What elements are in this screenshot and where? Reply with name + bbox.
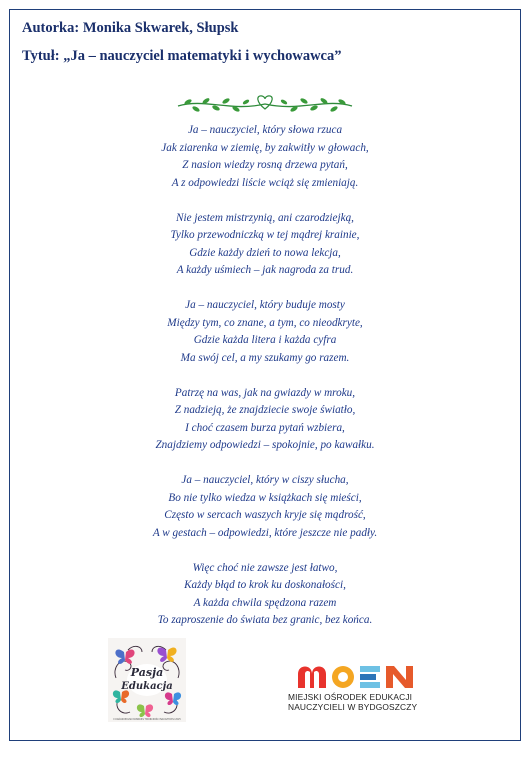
title-line: Tytuł: „Ja – nauczyciel matematyki i wychowawca” [22, 48, 342, 64]
poem-line: Każdy błąd to krok ku doskonałości, [184, 579, 346, 591]
poem-line: Patrzę na was, jak na gwiazdy w mroku, [174, 386, 356, 399]
poem-line: Więc choć nie zawsze jest łatwo, [192, 561, 338, 574]
poem-line: Nie jestem mistrzynią, ani czarodziejką, [176, 211, 354, 224]
poem-line: A w gestach – odpowiedzi, które jeszcze nie padły. [152, 526, 378, 539]
poem-line: A z odpowiedzi liście wciąż się zmieniają. [171, 176, 359, 189]
poem-line: Ma swój cel, a my szukamy go razem. [180, 351, 350, 364]
poem-line: Jak ziarenka w ziemię, by zakwitły w głowach, [161, 141, 369, 154]
moen-caption-line: NAUCZYCIELI W BYDGOSZCZY [288, 702, 418, 712]
vine-heart-icon [170, 88, 360, 118]
poem-line: Ja – nauczyciel, który buduje mosty [185, 299, 345, 311]
pasja-edukacja-logo [108, 638, 186, 722]
poem-line: I choć czasem burza pytań wzbiera, [185, 421, 345, 434]
stanza [10, 385, 520, 455]
poem-line: Ja – nauczyciel, który w ciszy słucha, [181, 474, 349, 486]
stanza [10, 472, 520, 542]
svg-text:Edukacja: Edukacja [121, 681, 173, 692]
page-frame [9, 9, 521, 741]
moen-logo [288, 652, 438, 718]
svg-text:II OGÓLNOPOLSKI KONKURS TWÓRCZ: II OGÓLNOPOLSKI KONKURS TWÓRCZOŚCI NAUCZYCIELI 2025 [113, 718, 181, 721]
poem-line: To zaproszenie do świata bez granic, bez końca. [157, 614, 373, 626]
poem-line: Gdzie każdy dzień to nowa lekcja, [189, 246, 341, 259]
poem-line: A każda chwila spędzona razem [193, 596, 337, 609]
moen-caption-line: MIEJSKI OŚRODEK EDUKACJI [288, 692, 413, 702]
poem-line: Ja – nauczyciel, który słowa rzuca [187, 124, 343, 136]
poem-line: A każdy uśmiech – jak nagroda za trud. [176, 264, 354, 276]
poem-line: Często w sercach waszych kryje się mądrość, [164, 509, 366, 521]
poem-body [10, 122, 520, 647]
poem-line: Bo nie tylko wiedza w książkach się mieści, [168, 491, 362, 504]
poem-line: Tylko przewodniczką w tej mądrej krainie, [170, 229, 360, 241]
stanza [10, 560, 520, 630]
moen-letters-icon [288, 652, 438, 690]
poem-line: Z nadzieją, że znajdziecie swoje światło, [174, 404, 356, 416]
poem-line: Z nasion wiedzy rosną drzewa pytań, [182, 159, 348, 171]
svg-text:Pasja: Pasja [130, 666, 164, 679]
stanza [10, 122, 520, 192]
poem-line: Między tym, co znane, a tym, co nieodkryte, [167, 316, 363, 329]
moen-caption [288, 692, 438, 712]
author-line: Autorka: Monika Skwarek, Słupsk [22, 20, 239, 36]
poem-line: Znajdziemy odpowiedzi – spokojnie, po kawałku. [155, 439, 375, 451]
stanza [10, 297, 520, 367]
stanza [10, 210, 520, 280]
poem-line: Gdzie każda litera i każda cyfra [193, 334, 337, 346]
